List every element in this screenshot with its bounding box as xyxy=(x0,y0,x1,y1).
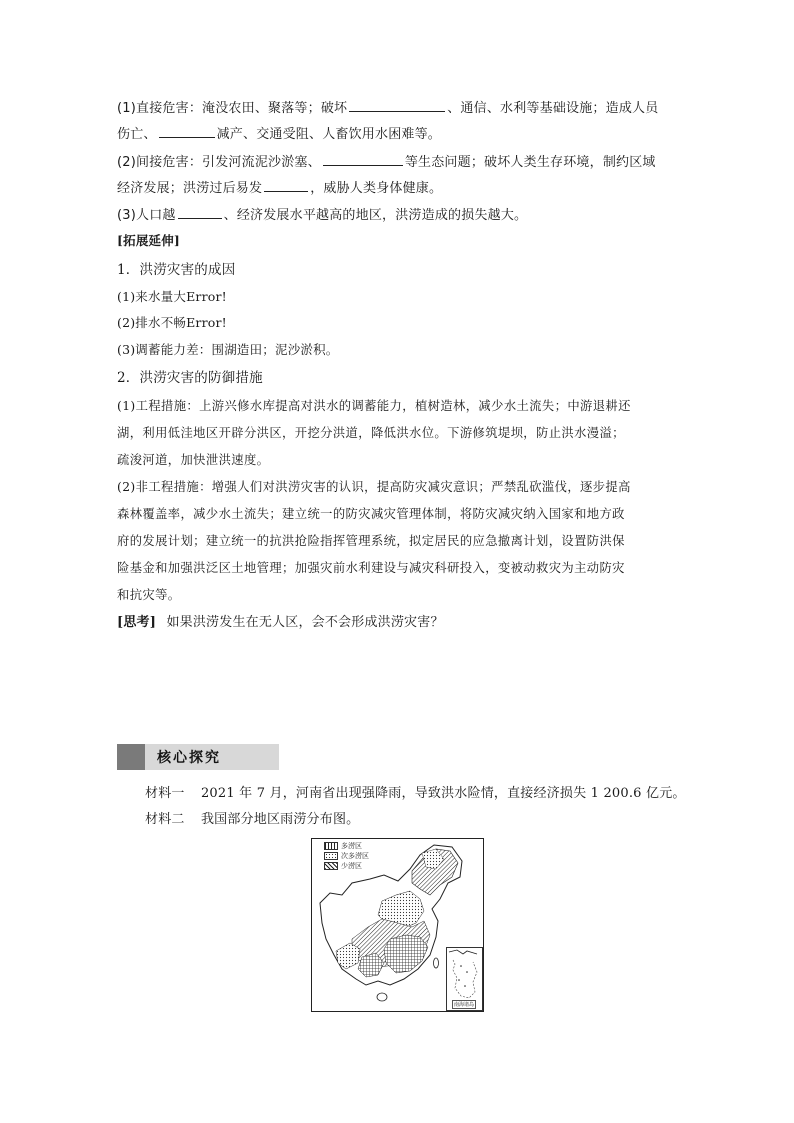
legend-label-many: 多涝区 xyxy=(341,842,362,850)
think-label: [思考] xyxy=(117,615,157,630)
material-1-text: 2021 年 7 月，河南省出现强降雨，导致洪水险情，直接经济损失 1 200.6 亿元。 xyxy=(200,786,686,801)
blank-density xyxy=(178,204,222,219)
cause-item-1: (1)来水量大Error! xyxy=(117,289,227,304)
material-1-label: 材料一 xyxy=(145,786,185,801)
section-title: 核心探究 xyxy=(157,750,221,766)
legend-label-few: 少涝区 xyxy=(341,862,362,870)
direct-harm-text-a: (1)直接危害：淹没农田、聚落等；破坏 xyxy=(117,101,348,116)
extension-heading: [拓展延伸] xyxy=(117,233,181,248)
non-engineering-line-4: 险基金和加强洪泛区土地管理；加强灾前水利建设与减灾科研投入，变被动救灾为主动防灾 xyxy=(117,561,625,575)
material-2-line xyxy=(145,810,715,830)
causes-title: 1．洪涝灾害的成因 xyxy=(117,262,236,278)
direct-harm-text-b: 、通信、水利等基础设施；造成人员 xyxy=(447,101,659,116)
non-engineering-line-3: 府的发展计划；建立统一的抗洪抢险指挥管理系统，拟定居民的应急撤离计划，设置防洪保 xyxy=(117,534,625,548)
legend-swatch-hatch xyxy=(324,862,338,870)
indirect-harm-text-c: 经济发展；洪涝过后易发 xyxy=(117,181,263,196)
cause-item-2: (2)排水不畅Error! xyxy=(117,315,227,330)
think-question: 如果洪涝发生在无人区，会不会形成洪涝灾害？ xyxy=(166,615,444,630)
indirect-harm-text-d: ，威胁人类身体健康。 xyxy=(310,181,443,196)
indirect-harm-text-b: 等生态问题；破坏人类生存环境，制约区域 xyxy=(404,155,656,170)
engineering-line-2: 湖，利用低洼地区开辟分洪区，开挖分洪道，降低洪水位。下游修筑堤坝，防止洪水漫溢； xyxy=(117,426,625,440)
blank-epidemic xyxy=(264,177,308,192)
taiwan-island xyxy=(434,958,439,968)
population-text-b: 、经济发展水平越高的地区，洪涝造成的损失越大。 xyxy=(223,208,528,223)
population-text-a: (3)人口越 xyxy=(117,208,176,223)
non-engineering-line-2: 森林覆盖率，减少水土流失；建立统一的防灾减灾管理体制，将防灾减灾纳入国家和地方政 xyxy=(117,507,625,521)
legend-swatch-grid xyxy=(324,842,338,850)
legend-swatch-dots xyxy=(324,852,338,860)
blank-infrastructure xyxy=(349,97,445,112)
direct-harm-line-1 xyxy=(117,97,687,119)
section-header-bar xyxy=(117,744,279,770)
material-2-text: 我国部分地区雨涝分布图。 xyxy=(200,812,360,827)
direct-harm-line-2 xyxy=(117,123,687,145)
section-bar-accent xyxy=(117,744,145,770)
hainan-island xyxy=(377,993,387,1001)
legend-item-few xyxy=(324,861,369,871)
engineering-line-3: 疏浚河道，加快泄洪速度。 xyxy=(117,453,270,467)
inset-label: 南海诸岛 xyxy=(454,1002,475,1008)
legend-item-secondary xyxy=(324,851,369,861)
indirect-harm-line-1 xyxy=(117,151,687,173)
direct-harm-text-d: 减产、交通受阻、人畜饮用水困难等。 xyxy=(216,127,442,142)
indirect-harm-text-a: (2)间接危害：引发河流泥沙淤塞、 xyxy=(117,155,321,170)
population-line xyxy=(117,204,687,226)
material-2-label: 材料二 xyxy=(145,812,185,827)
legend-label-secondary: 次多涝区 xyxy=(341,852,369,860)
indirect-harm-line-2 xyxy=(117,177,687,199)
blank-crops xyxy=(159,123,215,138)
non-engineering-line-5: 和抗灾等。 xyxy=(117,588,181,602)
engineering-line-1: (1)工程措施：上游兴修水库提高对洪水的调蓄能力，植树造林，减少水土流失；中游退耕还 xyxy=(117,399,631,413)
direct-harm-text-c: 伤亡、 xyxy=(117,127,157,142)
think-line xyxy=(117,613,687,633)
map-legend xyxy=(324,841,369,871)
measures-title: 2．洪涝灾害的防御措施 xyxy=(117,370,263,386)
material-1-line xyxy=(145,784,715,804)
blank-ecology xyxy=(323,151,403,166)
cause-item-3: (3)调蓄能力差：围湖造田；泥沙淤积。 xyxy=(117,342,339,357)
legend-item-many xyxy=(324,841,369,851)
non-engineering-line-1: (2)非工程措施：增强人们对洪涝灾害的认识，提高防灾减灾意识；严禁乱砍滥伐，逐步提高 xyxy=(117,480,631,494)
